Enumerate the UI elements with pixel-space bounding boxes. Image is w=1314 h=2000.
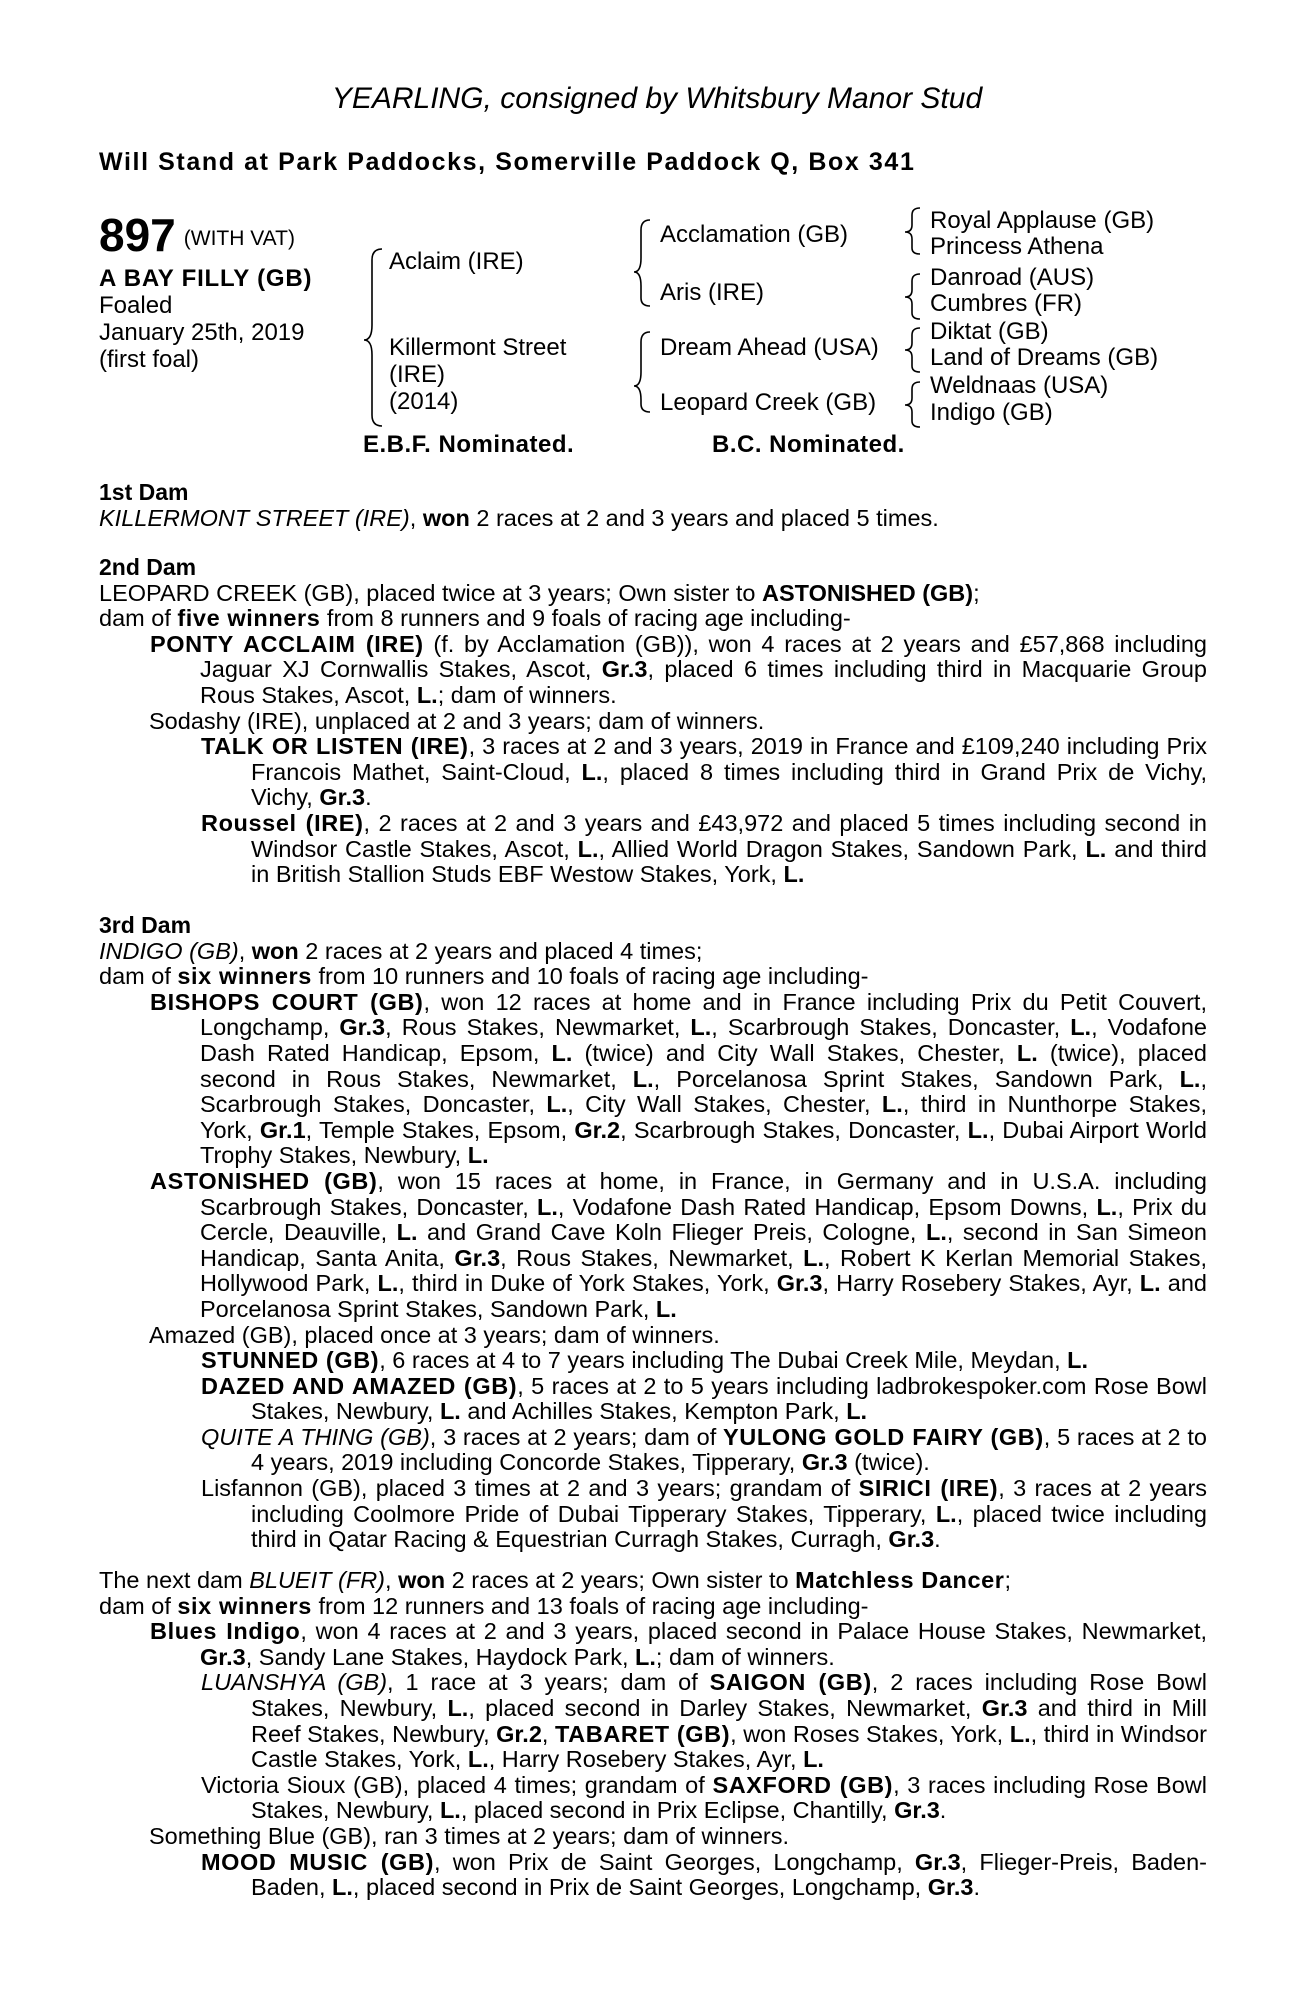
bracket-dam	[634, 332, 650, 412]
bracket-ss	[905, 208, 920, 254]
pedigree-dam-line2: (IRE)	[389, 361, 445, 388]
section-heading: 1st Dam	[99, 479, 189, 505]
pedigree-ddd: Indigo (GB)	[930, 399, 1053, 426]
section-first-dam	[99, 480, 1207, 531]
entry-line: TALK OR LISTEN (IRE), 3 races at 2 and 3 years, 2019 in France and £109,240 including Prix Francois Mathet, Saint-Cloud, L., placed 8 times including third in Grand Prix de Vichy, Vichy, Gr.3.	[201, 733, 1207, 811]
entry-line: dam of five winners from 8 runners and 9 foals of racing age including-	[99, 605, 851, 632]
foaled-label: Foaled	[99, 292, 173, 319]
entry-line: DAZED AND AMAZED (GB), 5 races at 2 to 5 years including ladbrokespoker.com Rose Bowl Stakes, Newbury, L. and Achilles Stakes, Kempton Park, L.	[201, 1372, 1207, 1425]
entry-line: Sodashy (IRE), unplaced at 2 and 3 years; dam of winners.	[149, 707, 765, 734]
pedigree-dam-line1: Killermont Street	[389, 334, 567, 361]
pedigree-dam-dam: Leopard Creek (GB)	[660, 389, 877, 416]
entry-line: Amazed (GB), placed once at 3 years; dam of winners.	[149, 1321, 720, 1348]
pedigree-sds: Danroad (AUS)	[930, 264, 1095, 291]
entry-line: ASTONISHED (GB), won 15 races at home, in France, in Germany and in U.S.A. including Scarbrough Stakes, Doncaster, L., Vodafone Dash Rated Handicap, Epsom Downs, L., Prix du Cercle, Deauville, L. and Grand Cave Koln Flieger Preis, Cologne, L., second in San Simeon Handicap, Santa Anita, Gr.3, Rous Stakes, Newmarket, L., Robert K Kerlan Memorial Stakes, Hollywood Park, L., third in Duke of York Stakes, York, Gr.3, Harry Rosebery Stakes, Ayr, L. and Porcelanosa Sprint Stakes, Sandown Park, L.	[150, 1167, 1208, 1322]
entry-line: Lisfannon (GB), placed 3 times at 2 and 3 years; grandam of SIRICI (IRE), 3 races at 2 years including Coolmore Pride of Dubai Tipperary Stakes, Tipperary, L., placed twice including third in Qatar Racing & Equestrian Curragh Stakes, Curragh, Gr.3.	[201, 1475, 1208, 1553]
pedigree-dam-line3: (2014)	[389, 388, 459, 415]
vat-note: (WITH VAT)	[183, 227, 295, 250]
ebf-nominated: E.B.F. Nominated.	[363, 431, 575, 458]
entry-line: BISHOPS COURT (GB), won 12 races at home and in France including Prix du Petit Couvert, Longchamp, Gr.3, Rous Stakes, Newmarket, L., Scarbrough Stakes, Doncaster, L., Vodafone Dash Rated Handicap, Epsom, L. (twice) and City Wall Stakes, Chester, L. (twice), placed second in Rous Stakes, Newmarket, L., Porcelanosa Sprint Stakes, Sandown Park, L., Scarbrough Stakes, Doncaster, L., City Wall Stakes, Chester, L., third in Nunthorpe Stakes, York, Gr.1, Temple Stakes, Epsom, Gr.2, Scarbrough Stakes, Doncaster, L., Dubai Airport World Trophy Stakes, Newbury, L.	[150, 988, 1208, 1169]
bracket-gen1	[364, 249, 382, 426]
entry-line: INDIGO (GB), won 2 races at 2 years and placed 4 times;	[99, 937, 703, 964]
bracket-dd	[905, 382, 920, 427]
bc-nominated: B.C. Nominated.	[712, 431, 905, 458]
entry-line: PONTY ACCLAIM (IRE) (f. by Acclamation (GB)), won 4 races at 2 years and £57,868 including Jaguar XJ Cornwallis Stakes, Ascot, Gr.3, placed 6 times including third in Macquarie Group Rous Stakes, Ascot, L.; dam of winners.	[150, 630, 1207, 708]
entry-line: LEOPARD CREEK (GB), placed twice at 3 years; Own sister to ASTONISHED (GB);	[99, 579, 980, 606]
section-heading: 3rd Dam	[99, 912, 192, 938]
section-third-dam	[99, 913, 1207, 1553]
entry-line: dam of six winners from 10 runners and 10 foals of racing age including-	[99, 963, 869, 990]
entry-line: LUANSHYA (GB), 1 race at 3 years; dam of SAIGON (GB), 2 races including Rose Bowl Stakes, Newbury, L., placed second in Darley Stakes, Newmarket, Gr.3 and third in Mill Reef Stakes, Newbury, Gr.2, TABARET (GB), won Roses Stakes, York, L., third in Windsor Castle Stakes, York, L., Harry Rosebery Stakes, Ayr, L.	[201, 1669, 1207, 1773]
entry-line: KILLERMONT STREET (IRE), won 2 races at 2 and 3 years and placed 5 times.	[99, 504, 939, 531]
pedigree-sss: Royal Applause (GB)	[930, 207, 1155, 234]
entry-line: Victoria Sioux (GB), placed 4 times; grandam of SAXFORD (GB), 3 races including Rose Bowl Stakes, Newbury, L., placed second in Prix Eclipse, Chantilly, Gr.3.	[201, 1771, 1207, 1824]
pedigree-sdd: Cumbres (FR)	[930, 290, 1083, 317]
stand-location: Will Stand at Park Paddocks, Somerville Paddock Q, Box 341	[99, 148, 916, 176]
pedigree-sire-dam: Aris (IRE)	[660, 279, 764, 306]
entry-line: STUNNED (GB), 6 races at 4 to 7 years including The Dubai Creek Mile, Meydan, L.	[201, 1347, 1089, 1374]
section-second-dam	[99, 555, 1207, 888]
foaled-date: January 25th, 2019	[99, 319, 305, 346]
lot-name: A BAY FILLY (GB)	[99, 265, 313, 292]
bracket-ds	[905, 328, 920, 372]
page-title: YEARLING, consigned by Whitsbury Manor Stud	[331, 82, 983, 115]
pedigree-dam-sire: Dream Ahead (USA)	[660, 334, 879, 361]
pedigree-dsd: Land of Dreams (GB)	[930, 344, 1159, 371]
section-next-dam	[99, 1568, 1207, 1901]
foal-note: (first foal)	[99, 346, 200, 373]
entry-line: MOOD MUSIC (GB), won Prix de Saint Georges, Longchamp, Gr.3, Flieger-Preis, Baden-Baden, L., placed second in Prix de Saint Georges, Longchamp, Gr.3.	[201, 1848, 1207, 1901]
entry-line: Blues Indigo, won 4 races at 2 and 3 years, placed second in Palace House Stakes, Newmarket, Gr.3, Sandy Lane Stakes, Haydock Park, L.; dam of winners.	[150, 1618, 1207, 1670]
lot-number: 897	[99, 209, 176, 261]
entry-line: Roussel (IRE), 2 races at 2 and 3 years and £43,972 and placed 5 times including second in Windsor Castle Stakes, Ascot, L., Allied World Dragon Stakes, Sandown Park, L. and third in British Stallion Studs EBF Westow Stakes, York, L.	[201, 809, 1207, 888]
pedigree-sire-sire: Acclamation (GB)	[660, 221, 849, 248]
pedigree-dds: Weldnaas (USA)	[930, 372, 1109, 399]
entry-line: The next dam BLUEIT (FR), won 2 races at 2 years; Own sister to Matchless Dancer;	[99, 1567, 1012, 1593]
entry-line: Something Blue (GB), ran 3 times at 2 years; dam of winners.	[149, 1822, 789, 1849]
section-heading: 2nd Dam	[99, 554, 197, 580]
entry-line: dam of six winners from 12 runners and 13 foals of racing age including-	[99, 1592, 869, 1619]
pedigree-ssd: Princess Athena	[930, 233, 1104, 260]
pedigree-sire: Aclaim (IRE)	[389, 248, 524, 275]
pedigree-dss: Diktat (GB)	[930, 318, 1049, 345]
bracket-sire	[634, 220, 650, 306]
bracket-sd	[905, 274, 920, 319]
entry-line: QUITE A THING (GB), 3 races at 2 years; dam of YULONG GOLD FAIRY (GB), 5 races at 2 to 4 years, 2019 including Concorde Stakes, Tipperary, Gr.3 (twice).	[201, 1423, 1207, 1476]
